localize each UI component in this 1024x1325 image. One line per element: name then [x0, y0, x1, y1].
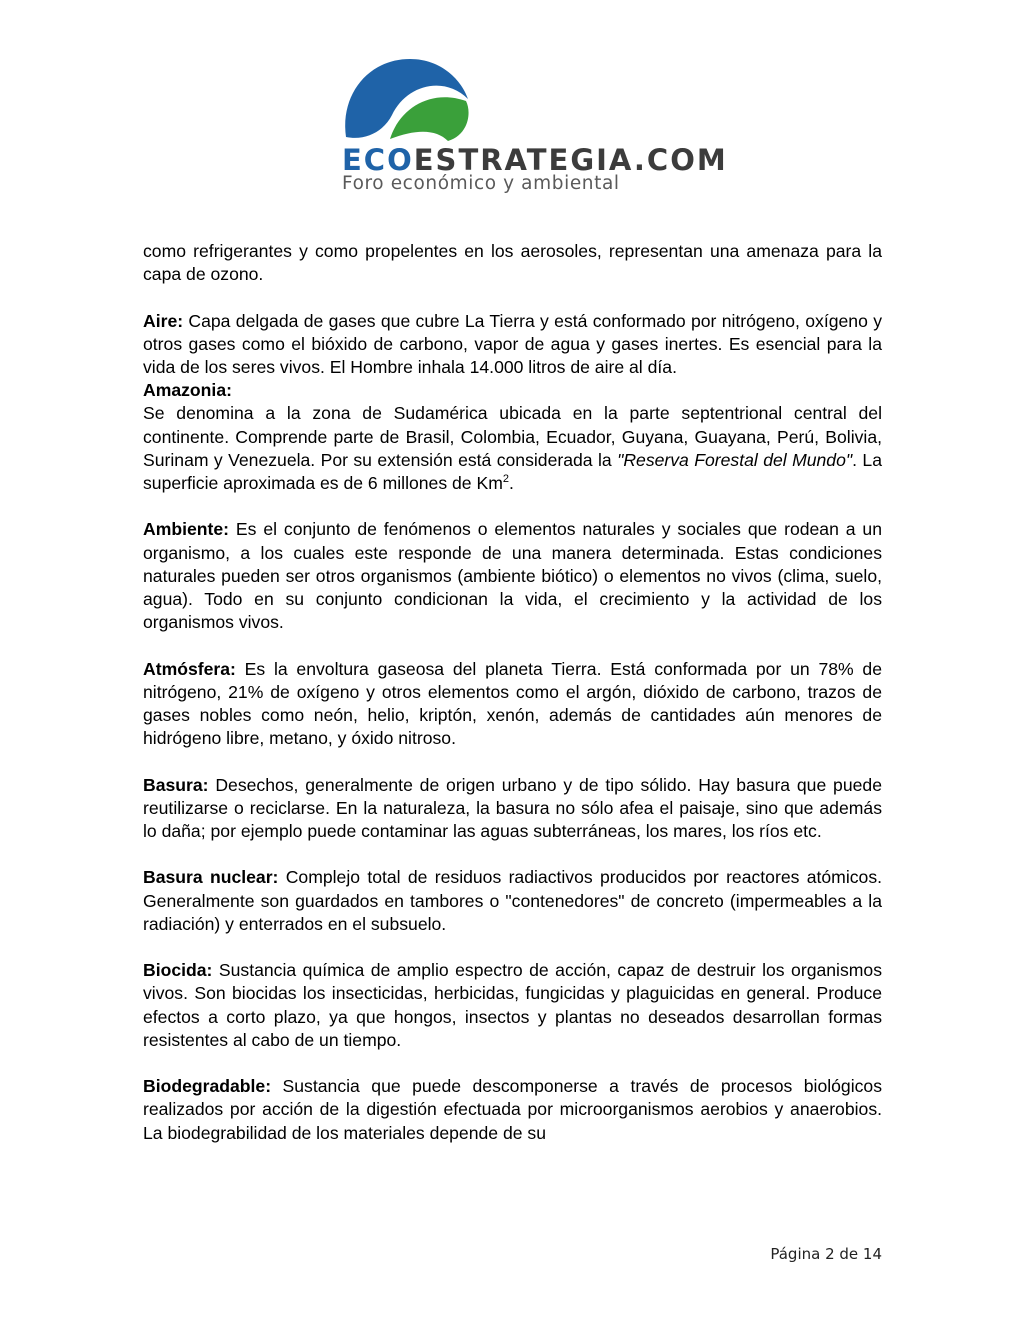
entry-italic-phrase: "Reserva Forestal del Mundo" — [617, 449, 853, 470]
entry-term: Atmósfera: — [143, 658, 236, 679]
brand-name-eco: ECO — [342, 143, 414, 177]
entry-term: Biodegradable: — [143, 1076, 272, 1097]
entry-term: Basura nuclear: — [143, 867, 279, 888]
superscript: 2 — [502, 473, 509, 486]
wave-leaf-icon — [340, 55, 480, 145]
entry-atmosfera — [143, 658, 882, 751]
entry-definition: Es el conjunto de fenómenos o elementos naturales y sociales que rodean a un organismo, a los cuales este responde de una manera determinada. Estas condiciones naturales pueden ser otros organismos (ambiente biótico) o elementos no vivos (clima, suelo, agua). Todo en su conjunto condicionan la vida, el crecimiento y la actividad de los organismos vivos. — [143, 519, 882, 633]
entry-term: Amazonia: — [143, 380, 232, 401]
entry-term: Ambiente: — [143, 519, 230, 540]
entry-definition: Se denomina a la zona de Sudamérica ubicada en la parte septentrional central del continente. Comprende parte de Brasil, Colombia, Ecuador, Guyana, Guayana, Perú, Bolivia, Surinam y Venezuela. Por su extensión está considerada la — [143, 403, 882, 470]
entry-term: Aire: — [143, 310, 184, 331]
entry-biodegradable — [143, 1075, 882, 1145]
document-body — [143, 240, 882, 1168]
entry-definition: Es la envoltura gaseosa del planeta Tierra. Está conformada por un 78% de nitrógeno, 21% de oxígeno y otros elementos como el argón, dióxido de carbono, trazos de gases nobles como neón, helio, kriptón, xenón, además de cantidades aún menores de hidrógeno libre, metano, y óxido nitroso. — [143, 658, 882, 749]
brand-name — [342, 143, 728, 177]
entry-basura-nuclear — [143, 866, 882, 936]
entry-aire — [143, 310, 882, 380]
brand-name-rest: ESTRATEGIA.COM — [413, 143, 728, 177]
entry-biocida — [143, 959, 882, 1052]
ecoestrategia-logo — [330, 55, 728, 195]
entry-definition: Capa delgada de gases que cubre La Tierra y está conformado por nitrógeno, oxígeno y otros gases como el bióxido de carbono, vapor de agua y gases inertes. Es esencial para la vida de los seres vivos. El Hombre inhala 14.000 litros de aire al día. — [143, 310, 882, 377]
entry-amazonia — [143, 379, 882, 495]
brand-tagline: Foro económico y ambiental — [342, 173, 620, 194]
entry-end: . — [509, 473, 514, 494]
entry-definition: Sustancia química de amplio espectro de acción, capaz de destruir los organismos vivos. Son biocidas los insecticidas, herbicidas, fungicidas y plaguicidas en general. Produce efectos a corto plazo, ya que hongos, insectos y plantas no deseados desarrollan formas resistentes al cabo de un tiempo. — [143, 960, 882, 1050]
entry-definition-cont: . La superficie aproximada es de 6 millones de Km — [143, 449, 882, 494]
entry-definition: Complejo total de residuos radiactivos producidos por reactores atómicos. Generalmente son guardados en tambores o "contenedores" de concreto (impermeables a la radiación) y enterrados en el subsuelo. — [143, 867, 883, 934]
entry-term: Biocida: — [143, 960, 213, 981]
page-number: Página 2 de 14 — [770, 1245, 882, 1263]
entry-definition: Desechos, generalmente de origen urbano y de tipo sólido. Hay basura que puede reutilizarse o reciclarse. En la naturaleza, la basura no sólo afea el paisaje, sino que además lo daña; por ejemplo puede contaminar las aguas subterráneas, los mares, los ríos etc. — [143, 774, 882, 842]
entry-definition: Sustancia que puede descomponerse a través de procesos biológicos realizados por acción de la digestión efectuada por microorganismos aerobios y anaerobios. La biodegrabilidad de los materiales depende de su — [143, 1076, 882, 1143]
entry-ambiente — [143, 518, 882, 634]
intro-paragraph: como refrigerantes y como propelentes en los aerosoles, representan una amenaza para la capa de ozono. — [143, 241, 882, 285]
entry-term: Basura: — [143, 774, 209, 795]
entry-basura — [143, 774, 882, 844]
